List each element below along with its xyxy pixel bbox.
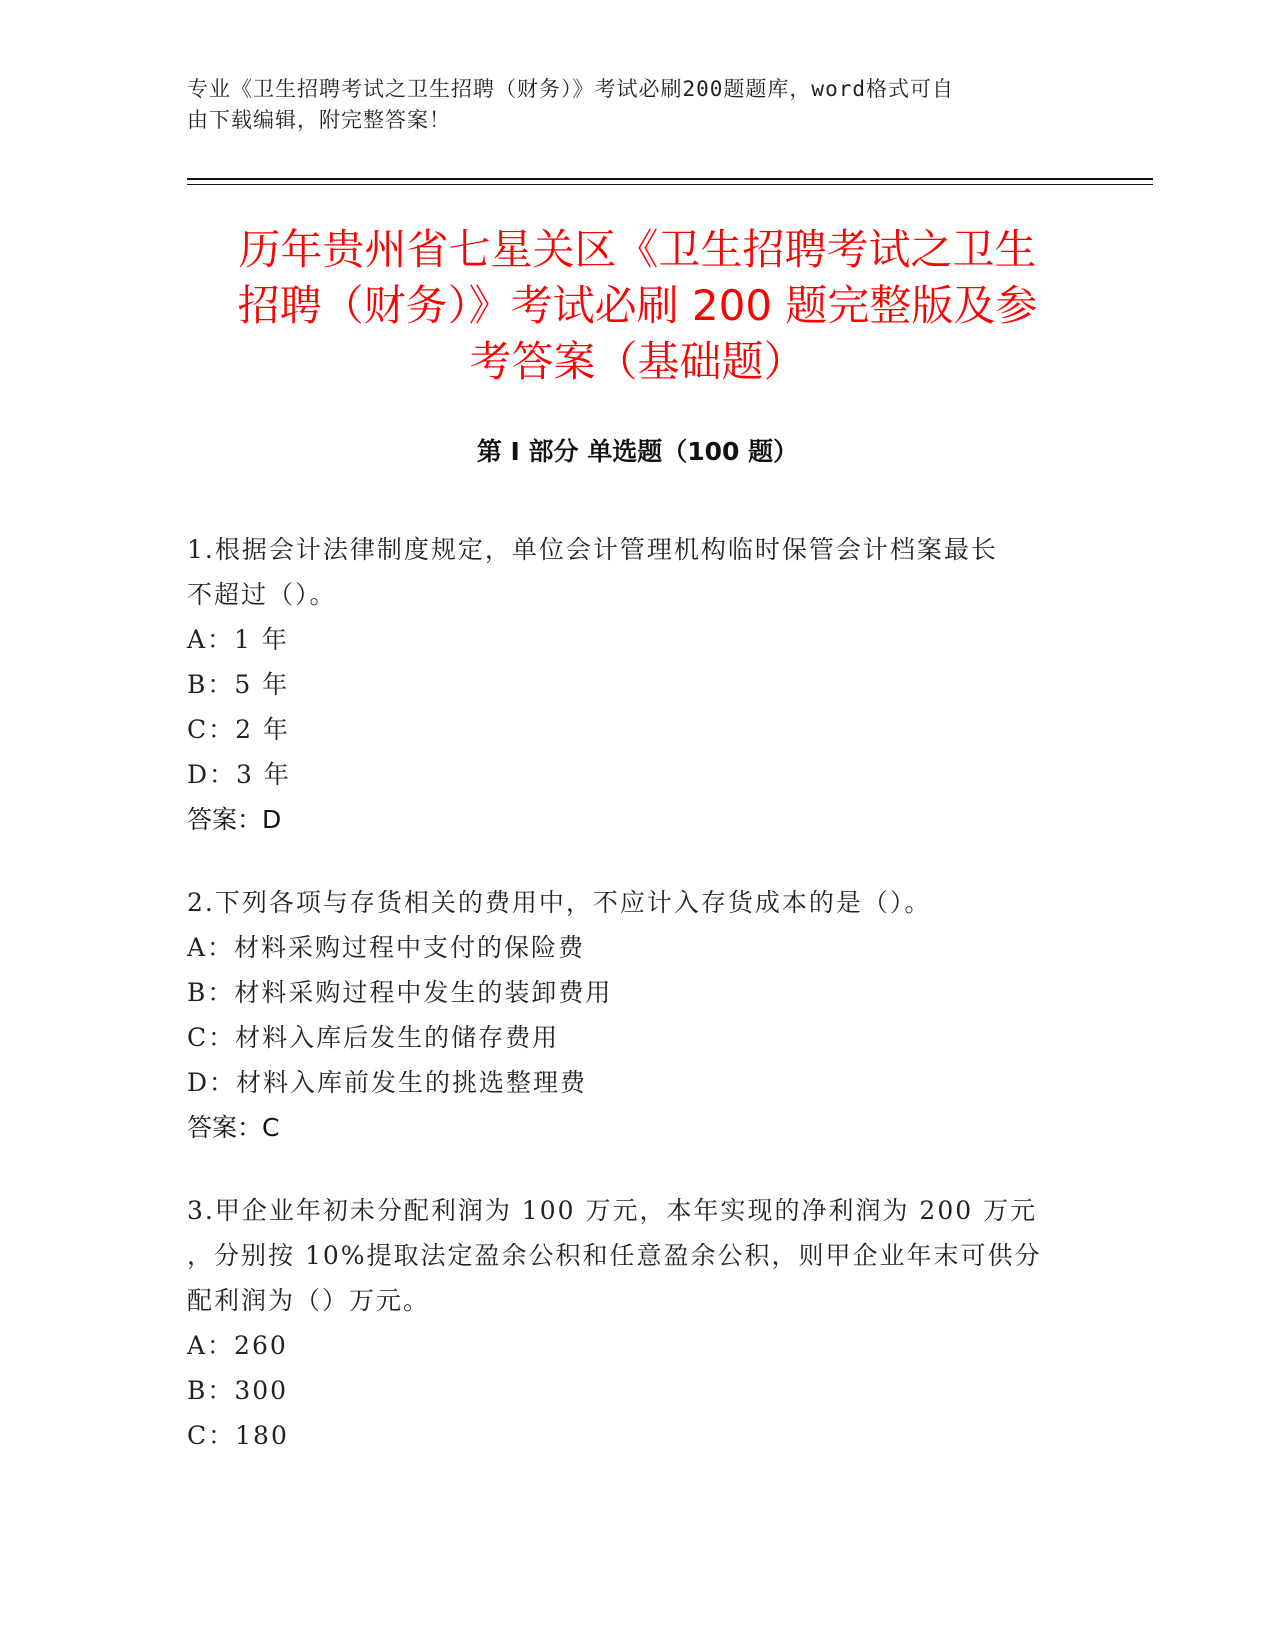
header-divider-thin <box>187 184 1153 185</box>
question-list <box>187 527 1087 1496</box>
header-divider <box>187 178 1153 180</box>
question-stem <box>187 880 1087 925</box>
header-note <box>187 74 1087 136</box>
option-b: B：材料采购过程中发生的装卸费用 <box>187 978 613 1007</box>
stem-line: ，分别按 10%提取法定盈余公积和任意盈余公积，则甲企业年末可供分 <box>187 1241 1042 1270</box>
stem-line: 1.根据会计法律制度规定，单位会计管理机构临时保管会计档案最长 <box>187 535 998 564</box>
title-line: 招聘（财务）》考试必刷 200 题完整版及参 <box>237 281 1038 330</box>
stem-line: 2.下列各项与存货相关的费用中，不应计入存货成本的是（）。 <box>187 888 932 917</box>
option-a: A：材料采购过程中支付的保险费 <box>187 933 586 962</box>
option-d: D：3 年 <box>187 760 291 789</box>
question-item <box>187 527 1087 842</box>
answer-label: 答案：D <box>187 805 282 834</box>
stem-line: 配利润为（）万元。 <box>187 1286 431 1315</box>
option-c: C：180 <box>187 1421 289 1450</box>
question-item <box>187 880 1087 1150</box>
option-b: B：300 <box>187 1376 289 1405</box>
header-note-line: 由下载编辑，附完整答案！ <box>187 108 451 132</box>
question-item <box>187 1188 1087 1458</box>
option-a: A：260 <box>187 1331 288 1360</box>
question-stem <box>187 1188 1087 1323</box>
stem-line: 3.甲企业年初未分配利润为 100 万元，本年实现的净利润为 200 万元 <box>187 1196 1038 1225</box>
option-d: D：材料入库前发生的挑选整理费 <box>187 1068 588 1097</box>
option-c: C：2 年 <box>187 715 290 744</box>
answer-label: 答案：C <box>187 1113 280 1142</box>
question-stem <box>187 527 1087 617</box>
title-line: 历年贵州省七星关区《卫生招聘考试之卫生 <box>238 225 1037 274</box>
title-line: 考答案（基础题） <box>469 337 806 386</box>
option-a: A：1 年 <box>187 625 289 654</box>
header-note-line: 专业《卫生招聘考试之卫生招聘（财务）》考试必刷200题题库，word格式可自 <box>187 77 954 101</box>
option-c: C：材料入库后发生的储存费用 <box>187 1023 560 1052</box>
document-title <box>160 222 1115 390</box>
stem-line: 不超过（）。 <box>187 580 337 609</box>
option-b: B：5 年 <box>187 670 290 699</box>
section-heading: 第 I 部分 单选题（100 题） <box>476 437 799 466</box>
